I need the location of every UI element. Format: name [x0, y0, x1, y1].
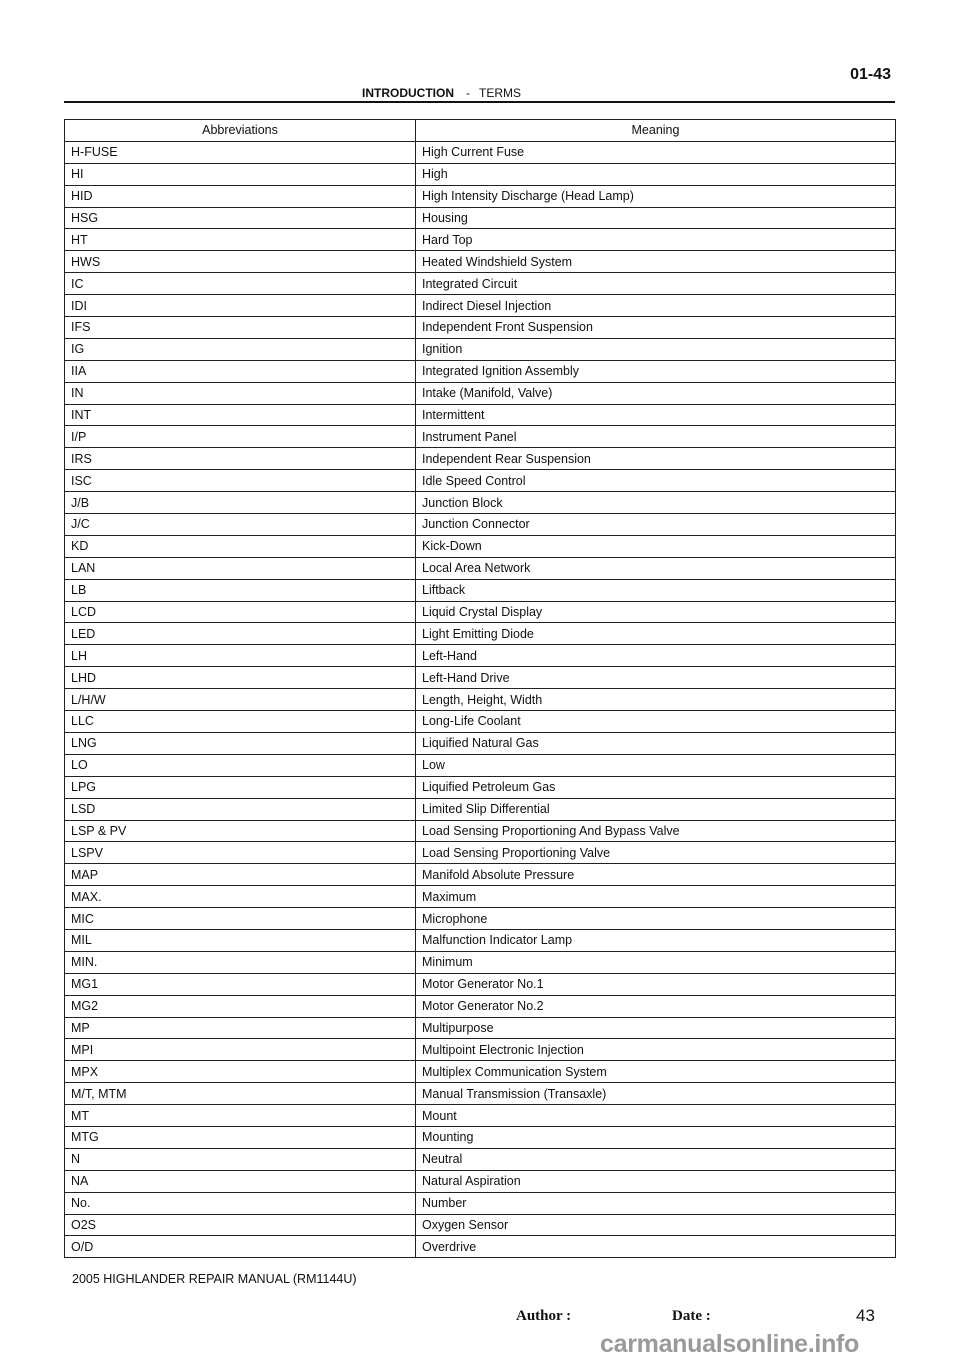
table-row — [65, 338, 896, 360]
abbreviation-cell: M/T, MTM — [65, 1083, 416, 1105]
abbreviation-cell: IC — [65, 273, 416, 295]
table-body — [65, 141, 896, 1257]
meaning-cell: Independent Rear Suspension — [416, 448, 896, 470]
meaning-cell: Liquid Crystal Display — [416, 601, 896, 623]
table-row — [65, 1061, 896, 1083]
abbreviation-cell: MPX — [65, 1061, 416, 1083]
abbreviation-cell: N — [65, 1148, 416, 1170]
abbreviation-cell: LSP & PV — [65, 820, 416, 842]
table-row — [65, 251, 896, 273]
abbreviation-cell: LB — [65, 579, 416, 601]
abbreviation-cell: MAX. — [65, 886, 416, 908]
meaning-cell: Mount — [416, 1105, 896, 1127]
table-row — [65, 798, 896, 820]
table-row — [65, 645, 896, 667]
abbreviation-cell: MIL — [65, 929, 416, 951]
meaning-cell: Integrated Circuit — [416, 273, 896, 295]
meaning-cell: Independent Front Suspension — [416, 317, 896, 339]
abbreviation-cell: IDI — [65, 295, 416, 317]
meaning-cell: Motor Generator No.2 — [416, 995, 896, 1017]
table-row — [65, 1126, 896, 1148]
meaning-cell: Number — [416, 1192, 896, 1214]
abbreviation-cell: MTG — [65, 1126, 416, 1148]
meaning-cell: Motor Generator No.1 — [416, 973, 896, 995]
meaning-cell: Junction Block — [416, 492, 896, 514]
abbreviation-cell: LSD — [65, 798, 416, 820]
table-row — [65, 535, 896, 557]
meaning-cell: Light Emitting Diode — [416, 623, 896, 645]
table-row — [65, 1214, 896, 1236]
abbreviation-cell: NA — [65, 1170, 416, 1192]
table-row — [65, 689, 896, 711]
table-row — [65, 776, 896, 798]
table-row — [65, 360, 896, 382]
table-row — [65, 864, 896, 886]
meaning-cell: Mounting — [416, 1126, 896, 1148]
table-row — [65, 1192, 896, 1214]
meaning-cell: Local Area Network — [416, 557, 896, 579]
table-row — [65, 1083, 896, 1105]
abbreviation-cell: INT — [65, 404, 416, 426]
table-row — [65, 1017, 896, 1039]
abbreviation-cell: I/P — [65, 426, 416, 448]
page-header — [64, 62, 895, 102]
meaning-cell: High — [416, 163, 896, 185]
abbreviation-cell: MIC — [65, 908, 416, 930]
meaning-cell: Low — [416, 754, 896, 776]
section-title — [362, 86, 521, 100]
table-row — [65, 1039, 896, 1061]
meaning-cell: Long-Life Coolant — [416, 711, 896, 733]
abbreviation-cell: IIA — [65, 360, 416, 382]
meaning-cell: Maximum — [416, 886, 896, 908]
abbreviation-cell: IG — [65, 338, 416, 360]
meaning-cell: Housing — [416, 207, 896, 229]
meaning-cell: Multiplex Communication System — [416, 1061, 896, 1083]
table-row — [65, 492, 896, 514]
abbreviation-cell: LLC — [65, 711, 416, 733]
table-row — [65, 404, 896, 426]
table-row — [65, 1105, 896, 1127]
abbreviation-cell: L/H/W — [65, 689, 416, 711]
date-label: Date : — [672, 1308, 711, 1324]
page-number: 43 — [856, 1306, 875, 1325]
abbreviation-cell: MT — [65, 1105, 416, 1127]
table-row — [65, 820, 896, 842]
meaning-cell: Oxygen Sensor — [416, 1214, 896, 1236]
meaning-cell: Intermittent — [416, 404, 896, 426]
table-row — [65, 929, 896, 951]
table-header-row — [65, 120, 896, 142]
abbreviation-cell: MP — [65, 1017, 416, 1039]
table-row — [65, 842, 896, 864]
abbreviation-cell: IRS — [65, 448, 416, 470]
table-row — [65, 601, 896, 623]
section-name: INTRODUCTION — [362, 86, 454, 100]
meaning-cell: Neutral — [416, 1148, 896, 1170]
table-row — [65, 448, 896, 470]
abbreviation-cell: J/C — [65, 514, 416, 536]
meaning-cell: Limited Slip Differential — [416, 798, 896, 820]
abbreviation-cell: LED — [65, 623, 416, 645]
abbreviation-cell: LSPV — [65, 842, 416, 864]
table-row — [65, 514, 896, 536]
abbreviation-cell: IFS — [65, 317, 416, 339]
abbreviation-cell: LH — [65, 645, 416, 667]
table-row — [65, 317, 896, 339]
meaning-cell: Liquified Natural Gas — [416, 732, 896, 754]
meaning-cell: Idle Speed Control — [416, 470, 896, 492]
meaning-cell: High Intensity Discharge (Head Lamp) — [416, 185, 896, 207]
abbreviation-cell: HT — [65, 229, 416, 251]
abbreviation-cell: O/D — [65, 1236, 416, 1258]
meaning-cell: Instrument Panel — [416, 426, 896, 448]
table-row — [65, 382, 896, 404]
abbreviation-cell: MPI — [65, 1039, 416, 1061]
page-id: 01-43 — [850, 66, 891, 83]
table-row — [65, 711, 896, 733]
manual-title: 2005 HIGHLANDER REPAIR MANUAL (RM1144U) — [72, 1272, 357, 1286]
meaning-cell: Ignition — [416, 338, 896, 360]
meaning-cell: Liftback — [416, 579, 896, 601]
meaning-cell: Liquified Petroleum Gas — [416, 776, 896, 798]
meaning-cell: Microphone — [416, 908, 896, 930]
header-rule — [64, 101, 895, 103]
table-row — [65, 273, 896, 295]
meaning-cell: Indirect Diesel Injection — [416, 295, 896, 317]
table-row — [65, 229, 896, 251]
meaning-cell: Multipurpose — [416, 1017, 896, 1039]
meaning-cell: Overdrive — [416, 1236, 896, 1258]
meaning-cell: Hard Top — [416, 229, 896, 251]
table-row — [65, 470, 896, 492]
table-row — [65, 754, 896, 776]
abbreviation-cell: H-FUSE — [65, 141, 416, 163]
table-row — [65, 1236, 896, 1258]
subsection-name: TERMS — [479, 86, 521, 100]
table-row — [65, 667, 896, 689]
abbreviation-cell: MG1 — [65, 973, 416, 995]
meaning-cell: Heated Windshield System — [416, 251, 896, 273]
column-header-abbreviations: Abbreviations — [65, 120, 416, 142]
meaning-cell: Junction Connector — [416, 514, 896, 536]
table-row — [65, 995, 896, 1017]
meaning-cell: Kick-Down — [416, 535, 896, 557]
table-row — [65, 163, 896, 185]
meaning-cell: Length, Height, Width — [416, 689, 896, 711]
table-row — [65, 579, 896, 601]
meaning-cell: High Current Fuse — [416, 141, 896, 163]
abbreviation-cell: HSG — [65, 207, 416, 229]
table-row — [65, 207, 896, 229]
abbreviation-cell: O2S — [65, 1214, 416, 1236]
title-separator: - — [466, 86, 470, 100]
abbreviation-cell: IN — [65, 382, 416, 404]
table-row — [65, 973, 896, 995]
table-row — [65, 732, 896, 754]
meaning-cell: Natural Aspiration — [416, 1170, 896, 1192]
table-row — [65, 908, 896, 930]
meaning-cell: Malfunction Indicator Lamp — [416, 929, 896, 951]
meaning-cell: Multipoint Electronic Injection — [416, 1039, 896, 1061]
meaning-cell: Load Sensing Proportioning Valve — [416, 842, 896, 864]
column-header-meaning: Meaning — [416, 120, 896, 142]
table-row — [65, 623, 896, 645]
table-row — [65, 426, 896, 448]
meaning-cell: Left-Hand Drive — [416, 667, 896, 689]
abbreviation-cell: MIN. — [65, 951, 416, 973]
abbreviation-cell: J/B — [65, 492, 416, 514]
terms-table — [64, 119, 896, 1258]
abbreviation-cell: LAN — [65, 557, 416, 579]
table-row — [65, 1170, 896, 1192]
table-row — [65, 1148, 896, 1170]
abbreviation-cell: LHD — [65, 667, 416, 689]
abbreviation-cell: LNG — [65, 732, 416, 754]
watermark: carmanualsonline.info — [600, 1330, 860, 1358]
abbreviation-cell: LCD — [65, 601, 416, 623]
table-row — [65, 557, 896, 579]
meaning-cell: Intake (Manifold, Valve) — [416, 382, 896, 404]
table-row — [65, 951, 896, 973]
meaning-cell: Left-Hand — [416, 645, 896, 667]
meaning-cell: Minimum — [416, 951, 896, 973]
abbreviation-cell: KD — [65, 535, 416, 557]
abbreviation-cell: LO — [65, 754, 416, 776]
meaning-cell: Load Sensing Proportioning And Bypass Valve — [416, 820, 896, 842]
abbreviation-cell: HWS — [65, 251, 416, 273]
author-label: Author : — [516, 1308, 572, 1324]
abbreviation-cell: HID — [65, 185, 416, 207]
abbreviation-cell: ISC — [65, 470, 416, 492]
meaning-cell: Manual Transmission (Transaxle) — [416, 1083, 896, 1105]
meaning-cell: Manifold Absolute Pressure — [416, 864, 896, 886]
meaning-cell: Integrated Ignition Assembly — [416, 360, 896, 382]
abbreviation-cell: MAP — [65, 864, 416, 886]
table-row — [65, 185, 896, 207]
table-row — [65, 295, 896, 317]
table-row — [65, 141, 896, 163]
abbreviation-cell: HI — [65, 163, 416, 185]
abbreviation-cell: LPG — [65, 776, 416, 798]
abbreviation-cell: MG2 — [65, 995, 416, 1017]
table-row — [65, 886, 896, 908]
abbreviation-cell: No. — [65, 1192, 416, 1214]
